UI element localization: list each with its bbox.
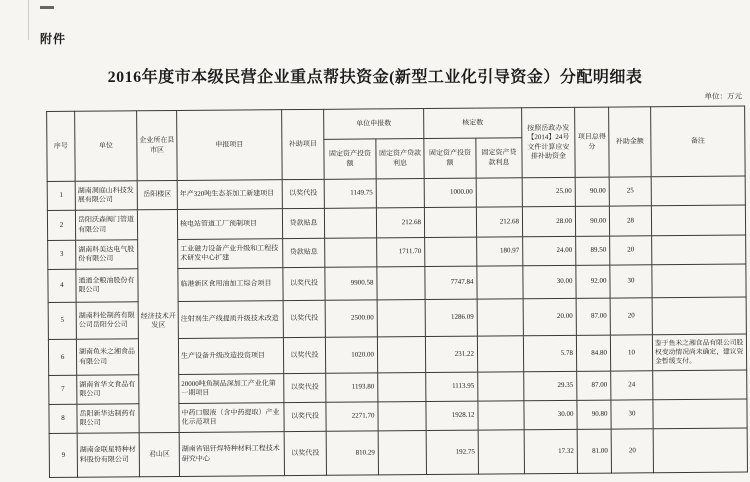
cell-declared-interest — [377, 300, 425, 337]
cell-subsidy-type: 以奖代投 — [283, 337, 325, 373]
cell-declared-invest: 2271.70 — [326, 402, 378, 431]
cell-unit: 湖南科伦制药有限公司岳阳分公司 — [76, 302, 138, 339]
cell-remark: 鉴于鱼米之湘食品有限公司股权变动情况尚未确定，建议资金暂缓支付。 — [652, 334, 746, 371]
cell-calc-subsidy: 17.32 — [524, 429, 577, 473]
cell-seq: 7 — [49, 375, 77, 404]
cell-calc-subsidy: 30.00 — [524, 400, 577, 429]
cell-subsidy-amount: 20 — [611, 429, 653, 473]
cell-declared-interest — [378, 402, 426, 431]
cell-declared-invest — [324, 208, 376, 238]
cell-total-score: 87.00 — [576, 298, 610, 335]
cell-declared-interest — [376, 179, 424, 208]
cell-calc-subsidy: 25.00 — [522, 177, 575, 206]
cell-calc-subsidy: 24.00 — [523, 236, 576, 265]
cell-remark — [653, 370, 747, 400]
cell-seq: 3 — [48, 240, 76, 269]
cell-verified-invest: 192.75 — [426, 430, 478, 474]
cell-total-score: 92.00 — [576, 265, 610, 298]
attachment-label: 附件 — [40, 32, 67, 46]
cell-verified-invest: 1113.95 — [426, 372, 478, 401]
cell-verified-invest: 7747.84 — [425, 266, 477, 299]
cell-total-score: 87.00 — [577, 371, 611, 400]
allocation-table — [46, 106, 748, 478]
cell-unit: 湖南洞庭山科技发展有限公司 — [75, 181, 137, 210]
cell-total-score: 90.80 — [577, 400, 611, 429]
cell-declared-interest — [377, 267, 425, 300]
header-district: 企业所在县市区 — [137, 110, 178, 180]
cell-declared-invest: 9900.58 — [325, 267, 377, 300]
cell-subsidy-amount: 25 — [609, 177, 651, 206]
cell-subsidy-type: 以奖代投 — [283, 267, 325, 300]
cell-unit: 岳阳沃森阀门管道有限公司 — [75, 210, 137, 240]
cell-remark — [652, 297, 746, 335]
cell-total-score: 84.80 — [576, 335, 610, 371]
cell-project: 生产设备升级改造投资项目 — [178, 338, 283, 375]
cell-subsidy-type: 以奖代投 — [284, 402, 326, 431]
cell-calc-subsidy: 30.00 — [523, 265, 576, 298]
cell-verified-interest — [478, 372, 524, 401]
cell-seq: 9 — [49, 433, 77, 477]
cell-district: 岳阳楼区 — [137, 180, 177, 209]
cell-verified-invest: 1928.12 — [426, 401, 478, 430]
cell-subsidy-type: 以奖代投 — [284, 373, 326, 402]
table-row — [49, 428, 747, 477]
cell-subsidy-amount: 10 — [610, 335, 652, 371]
cell-project: 20000吨鱼制品深加工产业化第一期项目 — [179, 374, 284, 404]
cell-declared-interest — [378, 431, 426, 475]
header-verified-fixed-invest: 固定资产投资额 — [424, 138, 476, 178]
cell-project: 核电站管道工厂预制项目 — [177, 209, 282, 240]
cell-project: 湖南省铝钎焊特种材料工程技术研究中心 — [179, 432, 284, 477]
cell-seq: 5 — [48, 302, 76, 339]
cell-project: 临港新区食用油加工综合项目 — [178, 268, 283, 302]
cell-declared-interest: 212.68 — [376, 208, 424, 238]
cell-unit: 岳阳新华达制药有限公司 — [77, 404, 139, 433]
header-unit: 单位 — [75, 111, 138, 181]
cell-total-score: 90.00 — [575, 177, 609, 206]
cell-project: 年产320吨生态茶加工新建项目 — [177, 180, 282, 210]
cell-verified-invest — [425, 237, 477, 266]
cell-verified-invest: 231.22 — [425, 336, 477, 372]
cell-unit: 道道全粮油股份有限公司 — [76, 269, 138, 302]
cell-remark — [653, 399, 747, 429]
scan-artifact — [40, 6, 54, 9]
cell-verified-interest — [476, 178, 522, 207]
header-remark: 备注 — [651, 106, 746, 177]
cell-subsidy-amount: 30 — [611, 400, 653, 429]
cell-remark — [651, 205, 745, 236]
cell-seq: 6 — [48, 339, 76, 375]
page-title: 2016年度市本级民营企业重点帮扶资金(新型工业化引导资金）分配明细表 — [107, 69, 643, 86]
cell-project: 中药口服液（含中药提取）产业化示范项目 — [179, 403, 284, 433]
cell-subsidy-type: 以奖代投 — [284, 431, 326, 475]
cell-verified-invest: 1286.09 — [425, 299, 477, 336]
cell-calc-subsidy: 29.35 — [524, 371, 577, 400]
cell-subsidy-type: 贷款贴息 — [282, 208, 324, 238]
cell-district: 君山区 — [139, 432, 179, 476]
cell-verified-interest — [477, 336, 523, 372]
cell-project: 工业磁力设备产业升级和工程技术研发中心扩建 — [178, 239, 283, 269]
header-project: 申报项目 — [177, 110, 283, 181]
header-verified-group: 核定数 — [424, 108, 522, 139]
header-total-score: 项目总得分 — [575, 107, 610, 177]
cell-seq: 2 — [47, 210, 75, 240]
cell-verified-invest — [424, 207, 476, 237]
cell-subsidy-amount: 20 — [610, 236, 652, 265]
header-subsidy-amount: 补助金额 — [609, 107, 652, 177]
cell-unit: 湖南科美达电气股份有限公司 — [76, 240, 138, 269]
cell-calc-subsidy: 28.00 — [522, 206, 575, 236]
cell-remark — [652, 235, 746, 265]
cell-seq: 8 — [49, 404, 77, 433]
cell-remark — [651, 176, 745, 206]
cell-declared-interest — [377, 337, 425, 373]
cell-verified-invest: 1000.00 — [424, 178, 476, 207]
cell-verified-interest — [477, 299, 523, 336]
cell-unit: 湖南金联星特种材料股份有限公司 — [77, 433, 139, 477]
cell-project: 注射剂生产线提质升级技术改造 — [178, 301, 283, 339]
cell-remark — [653, 428, 747, 473]
cell-district-merged: 经济技术开发区 — [137, 209, 179, 432]
unit-note: 单位：万元 — [704, 91, 743, 101]
cell-subsidy-amount: 24 — [611, 371, 653, 400]
cell-subsidy-type: 以奖代投 — [282, 179, 324, 208]
cell-verified-interest — [478, 401, 524, 430]
header-verified-loan-interest: 固定资产贷款利息 — [476, 138, 522, 178]
cell-seq: 1 — [47, 181, 75, 210]
cell-declared-invest — [325, 238, 377, 267]
cell-total-score: 90.00 — [575, 206, 609, 236]
cell-calc-subsidy: 20.00 — [523, 298, 576, 335]
cell-subsidy-amount: 30 — [610, 265, 652, 298]
cell-subsidy-amount: 28 — [609, 206, 651, 236]
cell-declared-invest: 1020.00 — [325, 337, 377, 373]
header-seq: 序号 — [47, 111, 76, 181]
cell-declared-invest: 810.29 — [326, 431, 378, 475]
cell-subsidy-type: 以奖代投 — [283, 300, 325, 337]
cell-seq: 4 — [48, 269, 76, 302]
header-declared-group: 单位申报数 — [324, 109, 424, 140]
cell-subsidy-type: 贷款贴息 — [283, 238, 325, 267]
scan-edge — [28, 0, 29, 40]
cell-verified-interest: 180.97 — [477, 237, 523, 266]
cell-total-score: 89.50 — [576, 236, 610, 265]
cell-calc-subsidy: 5.78 — [523, 335, 576, 371]
header-calc-subsidy: 按照岳政办发【2014】24号文件计算应安排补助资金 — [522, 107, 576, 177]
document-body — [46, 91, 749, 478]
table-body — [47, 176, 747, 477]
table-header — [47, 106, 746, 181]
cell-verified-interest — [477, 266, 523, 299]
cell-subsidy-amount: 20 — [610, 298, 652, 335]
cell-verified-interest: 212.68 — [476, 207, 522, 237]
cell-verified-interest — [478, 430, 524, 474]
cell-declared-interest — [378, 373, 426, 402]
header-declared-loan-interest: 固定资产贷款利息 — [376, 139, 424, 179]
cell-declared-invest: 1149.75 — [324, 179, 376, 208]
cell-remark — [652, 264, 746, 298]
header-subsidy-type: 补助项目 — [282, 109, 325, 179]
cell-unit: 湖南省华文食品有限公司 — [77, 375, 139, 404]
cell-declared-invest: 2500.00 — [325, 300, 377, 337]
cell-declared-invest: 1193.80 — [326, 373, 378, 402]
header-declared-fixed-invest: 固定资产投资额 — [324, 139, 376, 179]
cell-declared-interest: 1711.70 — [377, 238, 425, 267]
cell-unit: 湖南鱼米之湘食品有限公司 — [76, 339, 138, 375]
cell-total-score: 81.00 — [577, 429, 611, 473]
